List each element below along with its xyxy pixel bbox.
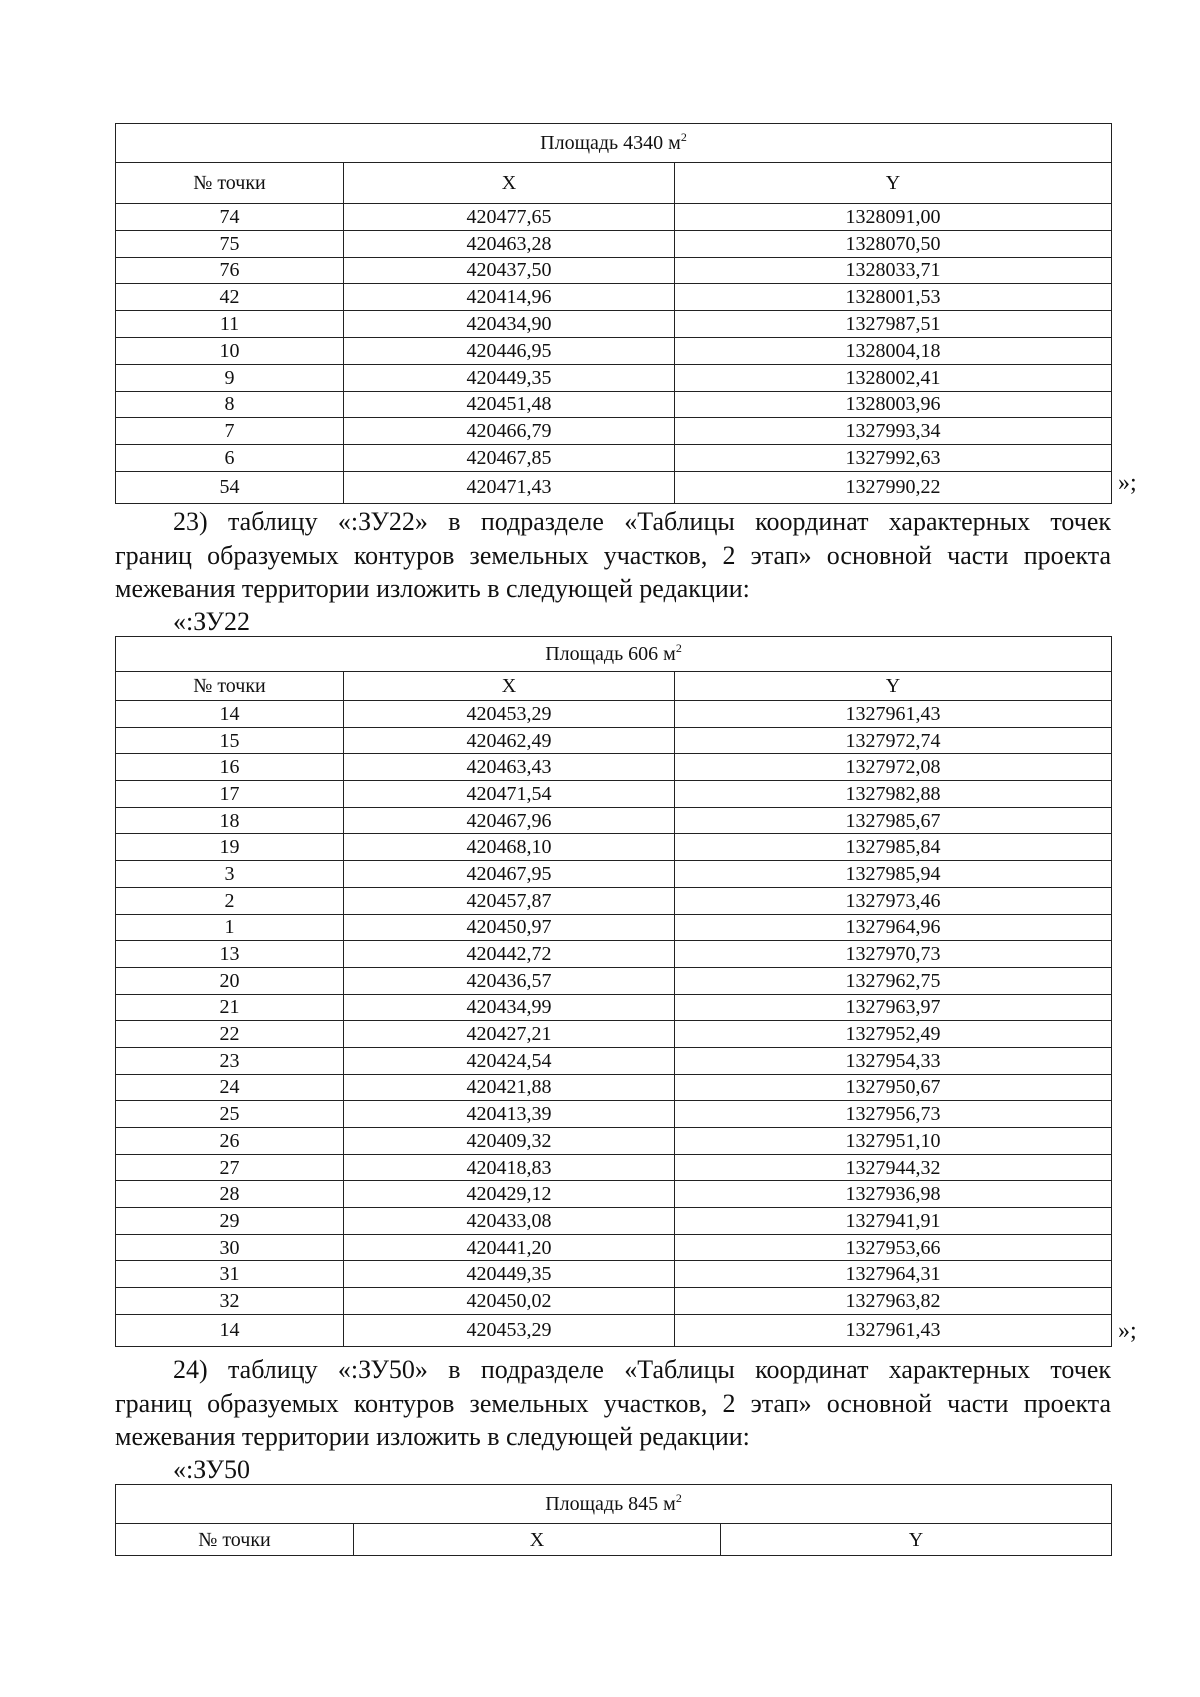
y-coordinate-cell: 1328003,96 — [675, 391, 1112, 418]
column-header: № точки — [116, 1524, 354, 1556]
table-row — [116, 861, 1112, 888]
y-coordinate-cell: 1327954,33 — [675, 1047, 1112, 1074]
paragraph-line: границ образуемых контуров земельных участков, 2 этап» основной части проекта — [115, 1388, 1111, 1418]
coordinates-table-2 — [115, 636, 1112, 1347]
point-number-cell: 31 — [116, 1261, 344, 1288]
paragraph-item-24 — [115, 1353, 1111, 1454]
x-coordinate-cell: 420434,90 — [344, 311, 675, 338]
paragraph-line: границ образуемых контуров земельных участков, 2 этап» основной части проекта — [115, 540, 1111, 570]
table-2-closing: »; — [1118, 1318, 1137, 1344]
column-header: X — [354, 1524, 721, 1556]
point-number-cell: 16 — [116, 754, 344, 781]
table-row — [116, 727, 1112, 754]
point-number-cell: 18 — [116, 807, 344, 834]
y-coordinate-cell: 1327953,66 — [675, 1234, 1112, 1261]
x-coordinate-cell: 420418,83 — [344, 1154, 675, 1181]
x-coordinate-cell: 420436,57 — [344, 967, 675, 994]
x-coordinate-cell: 420409,32 — [344, 1128, 675, 1155]
table-caption-zu50: «:ЗУ50 — [173, 1455, 251, 1484]
table-row — [116, 1181, 1112, 1208]
table-caption-zu22: «:ЗУ22 — [173, 607, 251, 636]
point-number-cell: 29 — [116, 1208, 344, 1235]
y-coordinate-cell: 1327951,10 — [675, 1128, 1112, 1155]
y-coordinate-cell: 1327990,22 — [675, 471, 1112, 503]
x-coordinate-cell: 420424,54 — [344, 1047, 675, 1074]
y-coordinate-cell: 1328033,71 — [675, 257, 1112, 284]
table-row — [116, 781, 1112, 808]
area-row — [116, 1485, 1112, 1524]
point-number-cell: 74 — [116, 204, 344, 231]
x-coordinate-cell: 420451,48 — [344, 391, 675, 418]
table-row — [116, 1128, 1112, 1155]
table-row — [116, 257, 1112, 284]
x-coordinate-cell: 420437,50 — [344, 257, 675, 284]
table-row — [116, 471, 1112, 503]
area-unit-superscript: 2 — [675, 1491, 682, 1505]
table-row — [116, 994, 1112, 1021]
point-number-cell: 24 — [116, 1074, 344, 1101]
x-coordinate-cell: 420453,29 — [344, 701, 675, 728]
x-coordinate-cell: 420433,08 — [344, 1208, 675, 1235]
x-coordinate-cell: 420467,95 — [344, 861, 675, 888]
point-number-cell: 11 — [116, 311, 344, 338]
x-coordinate-cell: 420453,29 — [344, 1314, 675, 1346]
x-coordinate-cell: 420467,85 — [344, 445, 675, 472]
point-number-cell: 21 — [116, 994, 344, 1021]
y-coordinate-cell: 1327941,91 — [675, 1208, 1112, 1235]
column-header: Y — [721, 1524, 1112, 1556]
table-3-body — [116, 1485, 1112, 1556]
y-coordinate-cell: 1327962,75 — [675, 967, 1112, 994]
x-coordinate-cell: 420450,02 — [344, 1288, 675, 1315]
y-coordinate-cell: 1327970,73 — [675, 941, 1112, 968]
table-row — [116, 834, 1112, 861]
point-number-cell: 14 — [116, 701, 344, 728]
table-row — [116, 967, 1112, 994]
point-number-cell: 1 — [116, 914, 344, 941]
x-coordinate-cell: 420468,10 — [344, 834, 675, 861]
table-row — [116, 1234, 1112, 1261]
y-coordinate-cell: 1327964,96 — [675, 914, 1112, 941]
y-coordinate-cell: 1327982,88 — [675, 781, 1112, 808]
y-coordinate-cell: 1327972,08 — [675, 754, 1112, 781]
table-row — [116, 941, 1112, 968]
point-number-cell: 25 — [116, 1101, 344, 1128]
point-number-cell: 30 — [116, 1234, 344, 1261]
x-coordinate-cell: 420463,28 — [344, 230, 675, 257]
x-coordinate-cell: 420467,96 — [344, 807, 675, 834]
area-row — [116, 637, 1112, 672]
point-number-cell: 32 — [116, 1288, 344, 1315]
y-coordinate-cell: 1327973,46 — [675, 887, 1112, 914]
point-number-cell: 14 — [116, 1314, 344, 1346]
area-unit-superscript: 2 — [680, 130, 687, 144]
column-header: Y — [675, 672, 1112, 701]
x-coordinate-cell: 420450,97 — [344, 914, 675, 941]
y-coordinate-cell: 1327963,97 — [675, 994, 1112, 1021]
area-cell — [116, 637, 1112, 672]
paragraph-item-23 — [115, 505, 1111, 606]
table-2-body — [116, 637, 1112, 1347]
area-row — [116, 124, 1112, 163]
point-number-cell: 19 — [116, 834, 344, 861]
point-number-cell: 8 — [116, 391, 344, 418]
y-coordinate-cell: 1327950,67 — [675, 1074, 1112, 1101]
point-number-cell: 75 — [116, 230, 344, 257]
point-number-cell: 20 — [116, 967, 344, 994]
y-coordinate-cell: 1327985,84 — [675, 834, 1112, 861]
table-row — [116, 1074, 1112, 1101]
area-cell — [116, 1485, 1112, 1524]
coordinates-table-3 — [115, 1484, 1112, 1556]
table-row — [116, 364, 1112, 391]
column-header: X — [344, 672, 675, 701]
table-row — [116, 1288, 1112, 1315]
paragraph-line: 24) таблицу «:ЗУ50» в подразделе «Таблицы координат характерных точек — [173, 1355, 1111, 1384]
area-unit-superscript: 2 — [675, 641, 682, 655]
y-coordinate-cell: 1327972,74 — [675, 727, 1112, 754]
table-row — [116, 1208, 1112, 1235]
x-coordinate-cell: 420442,72 — [344, 941, 675, 968]
point-number-cell: 13 — [116, 941, 344, 968]
table-row — [116, 701, 1112, 728]
point-number-cell: 26 — [116, 1128, 344, 1155]
area-label: Площадь 606 м — [545, 643, 676, 665]
table-row — [116, 337, 1112, 364]
y-coordinate-cell: 1327993,34 — [675, 418, 1112, 445]
table-1-body — [116, 124, 1112, 504]
table-row — [116, 807, 1112, 834]
y-coordinate-cell: 1327944,32 — [675, 1154, 1112, 1181]
header-row — [116, 163, 1112, 204]
table-row — [116, 1101, 1112, 1128]
column-header: Y — [675, 163, 1112, 204]
point-number-cell: 10 — [116, 337, 344, 364]
x-coordinate-cell: 420441,20 — [344, 1234, 675, 1261]
point-number-cell: 42 — [116, 284, 344, 311]
table-row — [116, 1154, 1112, 1181]
table-row — [116, 887, 1112, 914]
point-number-cell: 15 — [116, 727, 344, 754]
table-row — [116, 1021, 1112, 1048]
header-row — [116, 1524, 1112, 1556]
y-coordinate-cell: 1327964,31 — [675, 1261, 1112, 1288]
point-number-cell: 9 — [116, 364, 344, 391]
x-coordinate-cell: 420413,39 — [344, 1101, 675, 1128]
table-row — [116, 754, 1112, 781]
coordinates-table-1 — [115, 123, 1112, 504]
table-row — [116, 230, 1112, 257]
area-label: Площадь 845 м — [545, 1493, 676, 1515]
point-number-cell: 27 — [116, 1154, 344, 1181]
y-coordinate-cell: 1328002,41 — [675, 364, 1112, 391]
x-coordinate-cell: 420471,54 — [344, 781, 675, 808]
x-coordinate-cell: 420429,12 — [344, 1181, 675, 1208]
y-coordinate-cell: 1327963,82 — [675, 1288, 1112, 1315]
point-number-cell: 54 — [116, 471, 344, 503]
table-row — [116, 1314, 1112, 1346]
y-coordinate-cell: 1328070,50 — [675, 230, 1112, 257]
point-number-cell: 2 — [116, 887, 344, 914]
y-coordinate-cell: 1327961,43 — [675, 1314, 1112, 1346]
point-number-cell: 6 — [116, 445, 344, 472]
point-number-cell: 17 — [116, 781, 344, 808]
y-coordinate-cell: 1328004,18 — [675, 337, 1112, 364]
column-header: X — [344, 163, 675, 204]
column-header: № точки — [116, 163, 344, 204]
table-row — [116, 204, 1112, 231]
y-coordinate-cell: 1327985,67 — [675, 807, 1112, 834]
y-coordinate-cell: 1327952,49 — [675, 1021, 1112, 1048]
y-coordinate-cell: 1328001,53 — [675, 284, 1112, 311]
x-coordinate-cell: 420421,88 — [344, 1074, 675, 1101]
area-cell — [116, 124, 1112, 163]
point-number-cell: 23 — [116, 1047, 344, 1074]
x-coordinate-cell: 420446,95 — [344, 337, 675, 364]
table-1-closing: »; — [1118, 470, 1137, 496]
y-coordinate-cell: 1327961,43 — [675, 701, 1112, 728]
point-number-cell: 7 — [116, 418, 344, 445]
header-row — [116, 672, 1112, 701]
x-coordinate-cell: 420477,65 — [344, 204, 675, 231]
paragraph-line: межевания территории изложить в следующей редакции: — [115, 1422, 750, 1451]
y-coordinate-cell: 1327985,94 — [675, 861, 1112, 888]
column-header: № точки — [116, 672, 344, 701]
table-row — [116, 418, 1112, 445]
y-coordinate-cell: 1327956,73 — [675, 1101, 1112, 1128]
point-number-cell: 22 — [116, 1021, 344, 1048]
point-number-cell: 76 — [116, 257, 344, 284]
y-coordinate-cell: 1328091,00 — [675, 204, 1112, 231]
x-coordinate-cell: 420457,87 — [344, 887, 675, 914]
area-label: Площадь 4340 м — [540, 132, 681, 154]
table-row — [116, 914, 1112, 941]
paragraph-line: 23) таблицу «:ЗУ22» в подразделе «Таблицы координат характерных точек — [173, 507, 1111, 536]
x-coordinate-cell: 420434,99 — [344, 994, 675, 1021]
paragraph-line: межевания территории изложить в следующей редакции: — [115, 574, 750, 603]
table-row — [116, 284, 1112, 311]
point-number-cell: 3 — [116, 861, 344, 888]
y-coordinate-cell: 1327987,51 — [675, 311, 1112, 338]
table-row — [116, 445, 1112, 472]
point-number-cell: 28 — [116, 1181, 344, 1208]
x-coordinate-cell: 420463,43 — [344, 754, 675, 781]
x-coordinate-cell: 420466,79 — [344, 418, 675, 445]
table-row — [116, 1261, 1112, 1288]
x-coordinate-cell: 420471,43 — [344, 471, 675, 503]
table-row — [116, 311, 1112, 338]
x-coordinate-cell: 420449,35 — [344, 1261, 675, 1288]
x-coordinate-cell: 420414,96 — [344, 284, 675, 311]
y-coordinate-cell: 1327936,98 — [675, 1181, 1112, 1208]
x-coordinate-cell: 420462,49 — [344, 727, 675, 754]
table-row — [116, 1047, 1112, 1074]
table-row — [116, 391, 1112, 418]
y-coordinate-cell: 1327992,63 — [675, 445, 1112, 472]
x-coordinate-cell: 420427,21 — [344, 1021, 675, 1048]
x-coordinate-cell: 420449,35 — [344, 364, 675, 391]
